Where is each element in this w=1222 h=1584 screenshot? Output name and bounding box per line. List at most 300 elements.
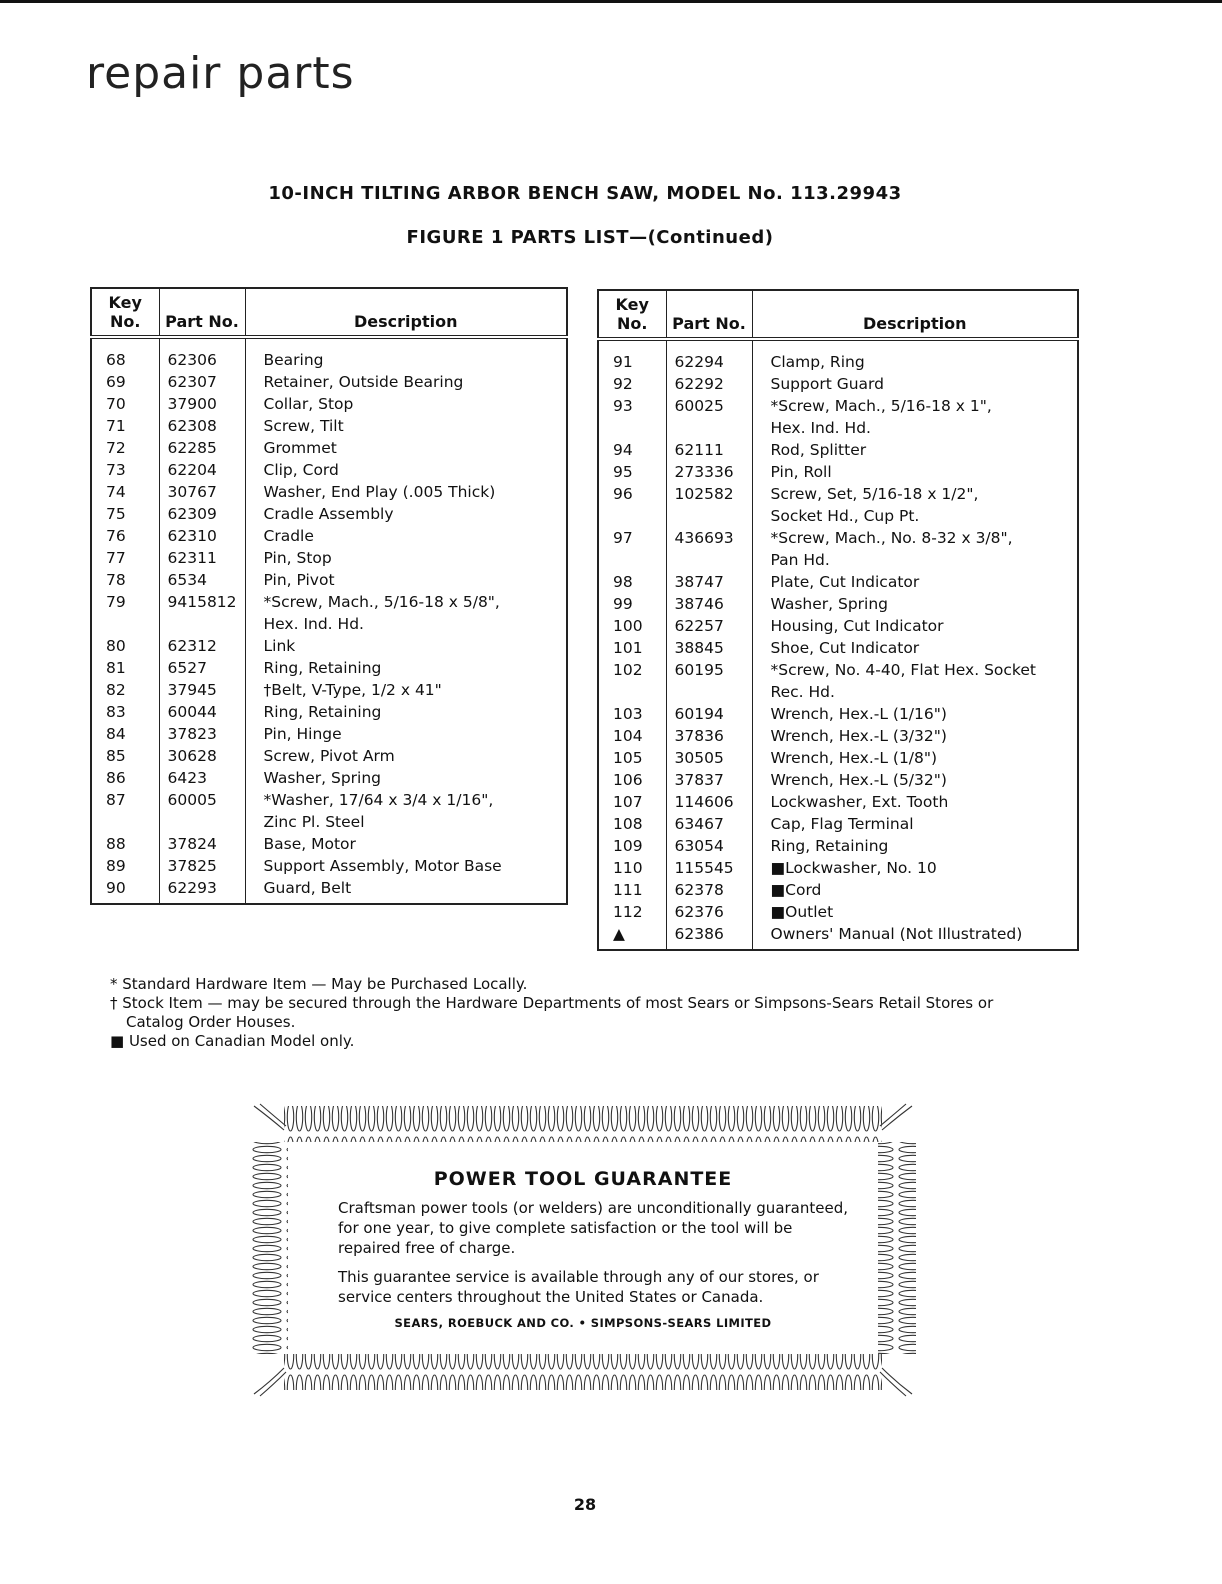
description-cell-text: *Screw, Mach., 5/16-18 x 1", — [770, 397, 992, 415]
header-description: Description — [752, 290, 1078, 339]
key-no-cell — [91, 833, 159, 855]
key-no-cell-text: 111 — [613, 881, 643, 899]
part-no-cell-text: 60005 — [167, 791, 217, 809]
part-no-cell-text: 9415812 — [167, 593, 237, 611]
part-no-cell — [666, 923, 752, 950]
table-row — [598, 703, 1078, 725]
table-row — [91, 459, 567, 481]
part-no-cell — [666, 725, 752, 747]
part-no-cell — [159, 525, 245, 547]
part-no-cell-text: 62309 — [167, 505, 217, 523]
description-cell — [245, 503, 567, 525]
table-row — [598, 725, 1078, 747]
key-no-cell-text: 84 — [106, 725, 126, 743]
description-cell-text: *Screw, Mach., 5/16-18 x 5/8", — [263, 593, 500, 611]
parts-table-right — [597, 289, 1079, 951]
key-no-cell — [91, 569, 159, 591]
description-cell-text: Wrench, Hex.-L (5/32") — [770, 771, 947, 789]
part-no-cell — [159, 415, 245, 437]
part-no-cell-text: 62292 — [674, 375, 724, 393]
table-row — [598, 769, 1078, 791]
table-row — [91, 789, 567, 833]
part-no-cell-text: 38747 — [674, 573, 724, 591]
table-row — [598, 857, 1078, 879]
header-description: Description — [245, 288, 567, 337]
part-no-cell-text: 62310 — [167, 527, 217, 545]
table-row — [598, 483, 1078, 527]
part-no-cell — [159, 657, 245, 679]
key-no-cell — [91, 635, 159, 657]
table-row — [91, 337, 567, 371]
table-row — [598, 637, 1078, 659]
description-cell — [752, 857, 1078, 879]
guarantee-box — [250, 1100, 916, 1400]
part-no-cell-text: 62257 — [674, 617, 724, 635]
key-no-cell — [91, 679, 159, 701]
part-no-cell — [159, 635, 245, 657]
table-row — [91, 481, 567, 503]
description-cell — [245, 393, 567, 415]
description-cell — [245, 745, 567, 767]
key-no-cell-text: 70 — [106, 395, 126, 413]
table-row — [91, 569, 567, 591]
description-cell-text-continued: Hex. Ind. Hd. — [263, 615, 364, 633]
page-number: 28 — [573, 1495, 597, 1514]
table-row — [91, 547, 567, 569]
key-no-cell-text: 69 — [106, 373, 126, 391]
table-row — [598, 879, 1078, 901]
description-cell — [752, 923, 1078, 950]
key-no-cell-text: 71 — [106, 417, 126, 435]
part-no-cell — [666, 813, 752, 835]
key-no-cell — [598, 879, 666, 901]
part-no-cell — [666, 857, 752, 879]
description-cell-text: Ring, Retaining — [770, 837, 889, 855]
key-no-cell — [598, 615, 666, 637]
key-no-cell — [91, 701, 159, 723]
description-cell-text: Screw, Tilt — [263, 417, 344, 435]
key-no-cell-text: 96 — [613, 485, 633, 503]
key-no-cell-text: 109 — [613, 837, 643, 855]
description-cell — [752, 725, 1078, 747]
description-cell-text: Rod, Splitter — [770, 441, 867, 459]
description-cell-text: Grommet — [263, 439, 337, 457]
description-cell — [245, 337, 567, 371]
description-cell-text: Clip, Cord — [263, 461, 339, 479]
description-cell-text: Screw, Pivot Arm — [263, 747, 395, 765]
description-cell-text: ■Cord — [770, 881, 822, 899]
part-no-cell — [159, 877, 245, 904]
part-no-cell-text: 37825 — [167, 857, 217, 875]
table-row — [598, 659, 1078, 703]
table-row — [598, 813, 1078, 835]
description-cell — [752, 593, 1078, 615]
note-stock-item-cont: Catalog Order Houses. — [126, 1013, 296, 1031]
key-no-cell — [598, 461, 666, 483]
table-row — [91, 723, 567, 745]
description-cell — [752, 339, 1078, 373]
key-no-cell — [598, 483, 666, 527]
part-no-cell — [159, 723, 245, 745]
part-no-cell — [159, 503, 245, 525]
part-no-cell-text: 38845 — [674, 639, 724, 657]
part-no-cell-text: 37823 — [167, 725, 217, 743]
footnotes — [110, 975, 1090, 1051]
key-no-cell — [598, 339, 666, 373]
part-no-cell-text: 62311 — [167, 549, 217, 567]
description-cell-text: Ring, Retaining — [263, 659, 382, 677]
description-cell-text: *Screw, Mach., No. 8-32 x 3/8", — [770, 529, 1013, 547]
description-cell — [752, 461, 1078, 483]
part-no-cell — [159, 767, 245, 789]
key-no-cell-text: 68 — [106, 351, 126, 369]
key-no-cell — [598, 725, 666, 747]
description-cell — [752, 439, 1078, 461]
part-no-cell-text: 6423 — [167, 769, 207, 787]
description-cell-text: Cradle Assembly — [263, 505, 394, 523]
description-cell — [245, 679, 567, 701]
part-no-cell — [159, 745, 245, 767]
part-no-cell — [159, 591, 245, 635]
table-row — [91, 855, 567, 877]
description-cell — [245, 547, 567, 569]
key-no-cell-text: ▲ — [613, 925, 625, 943]
part-no-cell — [666, 395, 752, 439]
description-cell — [752, 637, 1078, 659]
document-subtitle: FIGURE 1 PARTS LIST—(Continued) — [406, 227, 774, 248]
part-no-cell-text: 60044 — [167, 703, 217, 721]
key-no-cell — [598, 901, 666, 923]
key-no-cell — [91, 371, 159, 393]
top-rule — [0, 0, 1222, 3]
key-no-cell-text: 106 — [613, 771, 643, 789]
part-no-cell-text: 102582 — [674, 485, 734, 503]
description-cell-text: Guard, Belt — [263, 879, 352, 897]
description-cell — [752, 813, 1078, 835]
part-no-cell — [159, 371, 245, 393]
part-no-cell-text: 60025 — [674, 397, 724, 415]
description-cell-text-continued: Socket Hd., Cup Pt. — [770, 507, 920, 525]
key-no-cell-text: 72 — [106, 439, 126, 457]
description-cell-text: Retainer, Outside Bearing — [263, 373, 464, 391]
part-no-cell — [666, 373, 752, 395]
key-no-cell-text: 99 — [613, 595, 633, 613]
part-no-cell-text: 114606 — [674, 793, 734, 811]
table-row — [91, 767, 567, 789]
note-stock-item: † Stock Item — may be secured through the Hardware Departments of most Sears or Simpsons-Sears Retail Stores or — [110, 994, 994, 1012]
guarantee-text: Craftsman power tools (or welders) are unconditionally guaranteed, for one year, to give complete satisfaction or the tool will be repaired free of charge. — [338, 1199, 848, 1257]
table-row — [598, 571, 1078, 593]
key-no-cell-text: 94 — [613, 441, 633, 459]
part-no-cell-text: 115545 — [674, 859, 734, 877]
key-no-cell-text: 101 — [613, 639, 643, 657]
description-cell-text: Owners' Manual (Not Illustrated) — [770, 925, 1023, 943]
key-no-cell-text: 83 — [106, 703, 126, 721]
document-title: 10-INCH TILTING ARBOR BENCH SAW, MODEL No. 113.29943 — [268, 183, 902, 204]
description-cell — [245, 789, 567, 833]
description-cell — [245, 833, 567, 855]
part-no-cell-text: 37900 — [167, 395, 217, 413]
description-cell-text: Housing, Cut Indicator — [770, 617, 944, 635]
description-cell — [752, 901, 1078, 923]
table-row — [91, 371, 567, 393]
header-key-no: Key No. — [598, 290, 666, 339]
part-no-cell — [159, 789, 245, 833]
part-no-cell — [666, 483, 752, 527]
description-cell-text-continued: Rec. Hd. — [770, 683, 835, 701]
table-row — [91, 393, 567, 415]
key-no-cell — [598, 857, 666, 879]
table-row — [91, 415, 567, 437]
key-no-cell — [598, 637, 666, 659]
part-no-cell-text: 38746 — [674, 595, 724, 613]
part-no-cell — [159, 679, 245, 701]
key-no-cell — [598, 571, 666, 593]
part-no-cell-text: 62306 — [167, 351, 217, 369]
table-row — [91, 635, 567, 657]
description-cell-text: Base, Motor — [263, 835, 356, 853]
table-row — [598, 835, 1078, 857]
key-no-cell-text: 98 — [613, 573, 633, 591]
part-no-cell — [159, 437, 245, 459]
parts-table-left — [90, 287, 568, 905]
key-no-cell — [91, 393, 159, 415]
key-no-cell-text: 93 — [613, 397, 633, 415]
description-cell — [752, 703, 1078, 725]
key-no-cell-text: 90 — [106, 879, 126, 897]
part-no-cell — [159, 569, 245, 591]
description-cell — [752, 395, 1078, 439]
part-no-cell-text: 62294 — [674, 353, 724, 371]
part-no-cell-text: 62376 — [674, 903, 724, 921]
description-cell — [245, 525, 567, 547]
key-no-cell — [91, 723, 159, 745]
part-no-cell-text: 60195 — [674, 661, 724, 679]
key-no-cell — [598, 835, 666, 857]
description-cell-text: ■Outlet — [770, 903, 834, 921]
description-cell-text: Wrench, Hex.-L (1/8") — [770, 749, 938, 767]
table-row — [598, 593, 1078, 615]
header-part-no: Part No. — [159, 288, 245, 337]
part-no-cell-text: 6534 — [167, 571, 207, 589]
description-cell-text: Bearing — [263, 351, 324, 369]
part-no-cell — [159, 459, 245, 481]
header-part-no: Part No. — [666, 290, 752, 339]
key-no-cell — [598, 373, 666, 395]
part-no-cell-text: 37824 — [167, 835, 217, 853]
part-no-cell — [666, 791, 752, 813]
description-cell-text-continued: Pan Hd. — [770, 551, 830, 569]
key-no-cell-text: 92 — [613, 375, 633, 393]
table-row — [598, 395, 1078, 439]
guarantee-service-text: This guarantee service is available through any of our stores, or service centers throughout the United States or Canada. — [338, 1268, 819, 1306]
key-no-cell-text: 78 — [106, 571, 126, 589]
key-no-cell-text: 104 — [613, 727, 643, 745]
description-cell — [245, 723, 567, 745]
part-no-cell — [666, 571, 752, 593]
key-no-cell — [598, 769, 666, 791]
key-no-cell — [91, 591, 159, 635]
key-no-cell — [91, 789, 159, 833]
part-no-cell — [666, 747, 752, 769]
part-no-cell-text: 30505 — [674, 749, 724, 767]
description-cell-text: Lockwasher, Ext. Tooth — [770, 793, 949, 811]
description-cell-text: Ring, Retaining — [263, 703, 382, 721]
part-no-cell-text: 63467 — [674, 815, 724, 833]
key-no-cell — [91, 745, 159, 767]
part-no-cell-text: 62312 — [167, 637, 217, 655]
page-title: repair parts — [86, 48, 355, 99]
table-row — [598, 527, 1078, 571]
key-no-cell — [598, 527, 666, 571]
description-cell — [752, 769, 1078, 791]
part-no-cell-text: 62293 — [167, 879, 217, 897]
part-no-cell-text: 62285 — [167, 439, 217, 457]
description-cell-text: Support Assembly, Motor Base — [263, 857, 502, 875]
part-no-cell-text: 37836 — [674, 727, 724, 745]
key-no-cell-text: 100 — [613, 617, 643, 635]
key-no-cell-text: 102 — [613, 661, 643, 679]
description-cell — [245, 877, 567, 904]
table-row — [598, 923, 1078, 950]
key-no-cell-text: 85 — [106, 747, 126, 765]
description-cell-text: †Belt, V-Type, 1/2 x 41" — [263, 681, 442, 699]
description-cell-text: Washer, Spring — [770, 595, 889, 613]
description-cell — [245, 635, 567, 657]
part-no-cell-text: 62378 — [674, 881, 724, 899]
description-cell-text-continued: Zinc Pl. Steel — [263, 813, 365, 831]
key-no-cell — [91, 459, 159, 481]
description-cell — [245, 657, 567, 679]
key-no-cell-text: 73 — [106, 461, 126, 479]
part-no-cell — [666, 461, 752, 483]
table-row — [91, 745, 567, 767]
part-no-cell-text: 60194 — [674, 705, 724, 723]
part-no-cell — [666, 769, 752, 791]
description-cell-text: Pin, Stop — [263, 549, 332, 567]
note-standard-hardware: * Standard Hardware Item — May be Purchased Locally. — [110, 975, 528, 993]
part-no-cell-text: 63054 — [674, 837, 724, 855]
description-cell — [752, 615, 1078, 637]
table-row — [91, 877, 567, 904]
part-no-cell — [159, 833, 245, 855]
description-cell — [752, 527, 1078, 571]
part-no-cell-text: 273336 — [674, 463, 734, 481]
key-no-cell-text: 79 — [106, 593, 126, 611]
description-cell — [245, 591, 567, 635]
part-no-cell — [666, 593, 752, 615]
part-no-cell-text: 30628 — [167, 747, 217, 765]
part-no-cell-text: 37837 — [674, 771, 724, 789]
part-no-cell — [666, 879, 752, 901]
description-cell-text: Clamp, Ring — [770, 353, 865, 371]
part-no-cell-text: 62307 — [167, 373, 217, 391]
key-no-cell — [598, 439, 666, 461]
table-row — [91, 503, 567, 525]
key-no-cell — [598, 813, 666, 835]
guarantee-title: POWER TOOL GUARANTEE — [433, 1168, 733, 1190]
key-no-cell-text: 87 — [106, 791, 126, 809]
description-cell — [752, 791, 1078, 813]
key-no-cell — [91, 437, 159, 459]
description-cell — [752, 835, 1078, 857]
table-row — [598, 339, 1078, 373]
description-cell — [752, 879, 1078, 901]
table-row — [598, 901, 1078, 923]
key-no-cell — [91, 547, 159, 569]
key-no-cell-text: 103 — [613, 705, 643, 723]
table-row — [91, 701, 567, 723]
part-no-cell-text: 37945 — [167, 681, 217, 699]
key-no-cell-text: 80 — [106, 637, 126, 655]
table-row — [91, 591, 567, 635]
key-no-cell — [598, 703, 666, 725]
part-no-cell — [159, 337, 245, 371]
table-row — [91, 833, 567, 855]
description-cell-text: Pin, Hinge — [263, 725, 342, 743]
description-cell — [245, 481, 567, 503]
description-cell-text: Cradle — [263, 527, 314, 545]
key-no-cell — [91, 337, 159, 371]
header-key-no: Key No. — [91, 288, 159, 337]
description-cell — [752, 659, 1078, 703]
key-no-cell-text: 107 — [613, 793, 643, 811]
part-no-cell — [666, 339, 752, 373]
key-no-cell — [598, 791, 666, 813]
part-no-cell — [159, 393, 245, 415]
key-no-cell-text: 81 — [106, 659, 126, 677]
part-no-cell — [666, 659, 752, 703]
table-row — [91, 657, 567, 679]
description-cell — [245, 437, 567, 459]
description-cell-text: Shoe, Cut Indicator — [770, 639, 920, 657]
description-cell — [245, 701, 567, 723]
part-no-cell-text: 62308 — [167, 417, 217, 435]
description-cell — [245, 767, 567, 789]
part-no-cell-text: 62386 — [674, 925, 724, 943]
part-no-cell-text: 62204 — [167, 461, 217, 479]
description-cell-text: Cap, Flag Terminal — [770, 815, 914, 833]
table-row — [598, 747, 1078, 769]
key-no-cell-text: 75 — [106, 505, 126, 523]
description-cell-text: Pin, Roll — [770, 463, 832, 481]
part-no-cell-text: 436693 — [674, 529, 734, 547]
part-no-cell — [666, 527, 752, 571]
key-no-cell-text: 86 — [106, 769, 126, 787]
description-cell-text: ■Lockwasher, No. 10 — [770, 859, 937, 877]
key-no-cell — [598, 747, 666, 769]
part-no-cell — [159, 855, 245, 877]
description-cell — [245, 569, 567, 591]
description-cell-text: *Screw, No. 4-40, Flat Hex. Socket — [770, 661, 1036, 679]
key-no-cell-text: 105 — [613, 749, 643, 767]
part-no-cell — [666, 901, 752, 923]
description-cell-text: Support Guard — [770, 375, 884, 393]
part-no-cell — [159, 547, 245, 569]
description-cell — [752, 571, 1078, 593]
description-cell-text: *Washer, 17/64 x 3/4 x 1/16", — [263, 791, 494, 809]
note-canadian-model: ■ Used on Canadian Model only. — [110, 1032, 355, 1050]
description-cell — [752, 483, 1078, 527]
table-row — [91, 525, 567, 547]
description-cell-text: Plate, Cut Indicator — [770, 573, 920, 591]
key-no-cell — [91, 657, 159, 679]
part-no-cell — [159, 481, 245, 503]
key-no-cell — [91, 525, 159, 547]
table-row — [598, 615, 1078, 637]
description-cell — [245, 415, 567, 437]
description-cell-text: Washer, End Play (.005 Thick) — [263, 483, 496, 501]
